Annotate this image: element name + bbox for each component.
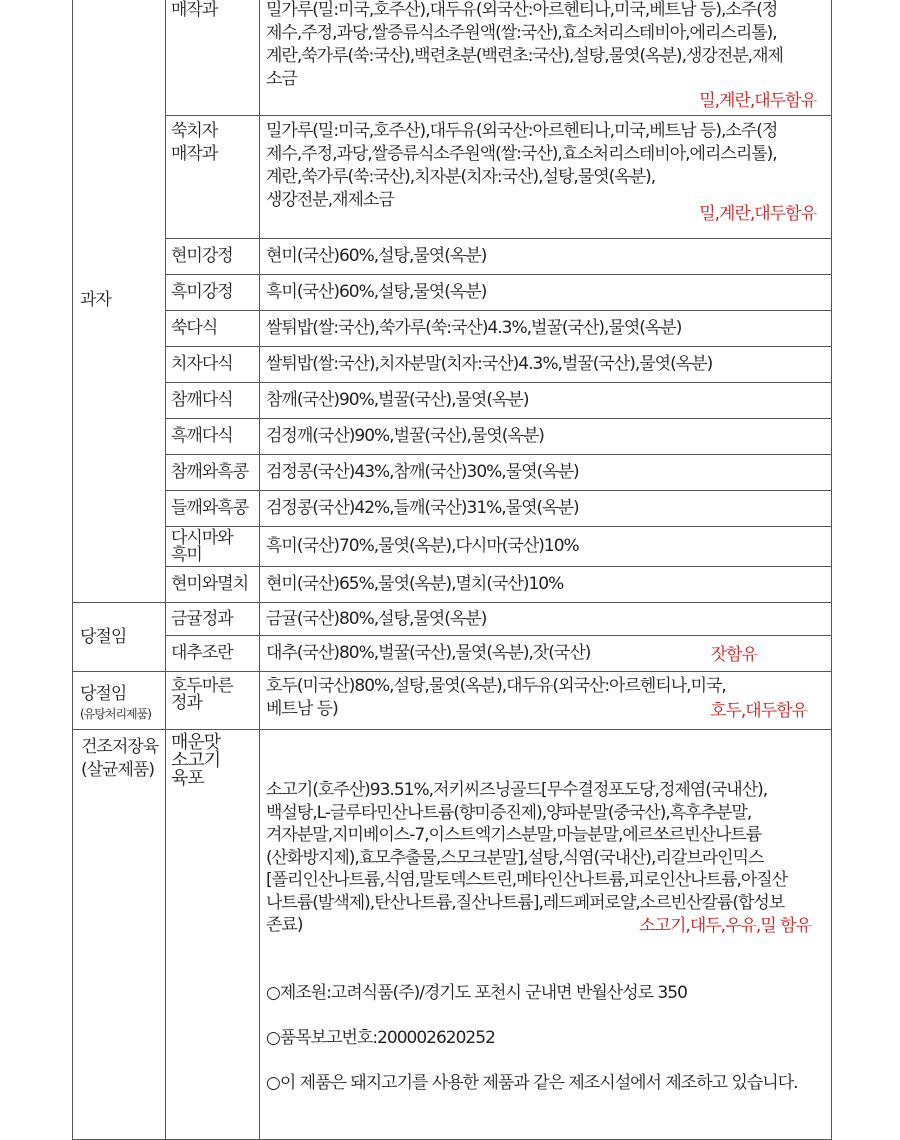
product-name: 흑미강정 [166,275,260,311]
allergen-note: 소고기,대두,우유,밀 함유 [639,916,811,936]
ingredients-cell: 검정깨(국산)90%,벌꿀(국산),물엿(옥분) [260,419,832,455]
table-row [73,730,832,1140]
ingredients-cell: 금귤(국산)80%,설탕,물엿(옥분) [260,603,832,636]
ingredients-text: 밀가루(밀:미국,호주산),대두유(외국산:아르헨티나,미국,베트남 등),소주(정 제수,주정,과당,쌀증류식소주원액(쌀:국산),효소처리스테비아,에리스리톨), 계란,쑥가루(쑥:국산),백련초분(백련초:국산),설탕,물엿(옥분),생강전분,재제 소금 [266,0,783,89]
ingredients-cell: 흑미(국산)60%,설탕,물엿(옥분) [260,275,832,311]
ingredients-cell: 참깨(국산)90%,벌꿀(국산),물엿(옥분) [260,383,832,419]
manufacturer-notes [266,959,831,1117]
ingredients-text: 소고기(호주산)93.51%,저키씨즈닝골드[무수결정포도당,정제염(국내산), 백설탕,L-글루타민산나트륨(향미증진제),양파분말(중국산),흑후추분말, 겨자분말,지미베이스-7,이스트엑기스분말,마늘분말,에르쏘르빈산나트륨 (산화방지제),효모추출물,스모크분말],설탕,식염(국내산),리갈브라인믹스 [폴리인산나트륨,식염,말토덱스트린,메타인산나트륨,피로인산나트륨,아질산 나트륨(발색제),탄산나트륨,질산나트륨],레드페퍼로얄,소르빈산칼륨(합성보 존료) [266,780,788,935]
allergen-note: 잣함유 [710,645,757,665]
product-name: 매운맛 소고기 육포 [166,730,260,1140]
ingredients-table [72,0,832,1140]
ingredients-cell [260,636,832,672]
table-row [73,383,832,419]
ingredients-cell: 검정콩(국산)42%,들깨(국산)31%,물엿(옥분) [260,491,832,527]
category-cell [73,0,166,603]
product-name: 들깨와흑콩 [166,491,260,527]
ingredients-cell [260,730,832,1140]
table-row [73,116,832,239]
ingredients-text: 밀가루(밀:미국,호주산),대두유(외국산:아르헨티나,미국,베트남 등),소주(정 제수,주정,과당,쌀증류식소주원액(쌀:국산),효소처리스테비아,에리스리톨), 계란,쑥가루(쑥:국산),치자분(치자:국산),설탕,물엿(옥분), 생강전분,재제소금 [266,121,778,210]
table-row [73,419,832,455]
ingredients-cell: 쌀튀밥(쌀:국산),쑥가루(쑥:국산)4.3%,벌꿀(국산),물엿(옥분) [260,311,832,347]
product-name: 대추조란 [166,636,260,672]
category-cell [73,603,166,672]
category-label: 과자 [80,290,111,310]
category-sublabel: (유탕처리제품) [80,706,151,721]
ingredients-cell [260,0,832,116]
ingredients-cell: 현미(국산)60%,설탕,물엿(옥분) [260,239,832,275]
ingredients-text: 호두(미국산)80%,설탕,물엿(옥분),대두유(외국산:아르헨티나,미국, 베트남 등) [266,676,726,719]
manufacturer-note: ○제조원:고려식품(주)/경기도 포천시 군내면 반월산성로 350 [266,982,687,1003]
product-name: 참깨다식 [166,383,260,419]
product-name: 치자다식 [166,347,260,383]
table-row [73,636,832,672]
facility-note: ○이 제품은 돼지고기를 사용한 제품과 같은 제조시설에서 제조하고 있습니다. [266,1072,798,1093]
table-row [73,311,832,347]
ingredients-cell: 현미(국산)65%,물엿(옥분),멸치(국산)10% [260,567,832,603]
ingredients-cell: 흑미(국산)70%,물엿(옥분),다시마(국산)10% [260,527,832,567]
category-cell: 건조저장육 (살균제품) [73,730,166,1140]
product-name: 매작과 [166,0,260,116]
table-row [73,0,832,116]
ingredients-cell [260,116,832,239]
category-label: 당절임 [80,626,127,647]
product-name: 호두마른 정과 [166,672,260,730]
report-number-note: ○품목보고번호:200002620252 [266,1027,495,1048]
product-name: 금귤정과 [166,603,260,636]
table-row [73,455,832,491]
ingredients-text: 대추(국산)80%,벌꿀(국산),물엿(옥분),잣(국산) [266,643,591,663]
table-row [73,603,832,636]
category-cell [73,672,166,730]
table-row [73,491,832,527]
product-name: 다시마와 흑미 [166,527,260,567]
allergen-note: 밀,계란,대두함유 [699,204,816,224]
allergen-note: 호두,대두함유 [710,701,807,721]
ingredients-cell [260,672,832,730]
table-row [73,527,832,567]
ingredients-cell: 검정콩(국산)43%,참깨(국산)30%,물엿(옥분) [260,455,832,491]
allergen-note: 밀,계란,대두함유 [699,91,816,111]
ingredients-cell: 쌀튀밥(쌀:국산),치자분말(치자:국산)4.3%,벌꿀(국산),물엿(옥분) [260,347,832,383]
table-row [73,275,832,311]
product-name: 참깨와흑콩 [166,455,260,491]
table-row [73,239,832,275]
product-name: 쑥치자 매작과 [166,116,260,239]
product-name: 흑깨다식 [166,419,260,455]
product-name: 현미와멸치 [166,567,260,603]
table-row [73,672,832,730]
category-label: 당절임 [80,683,127,704]
table-row [73,347,832,383]
product-name: 현미강정 [166,239,260,275]
product-name: 쑥다식 [166,311,260,347]
table-row [73,567,832,603]
